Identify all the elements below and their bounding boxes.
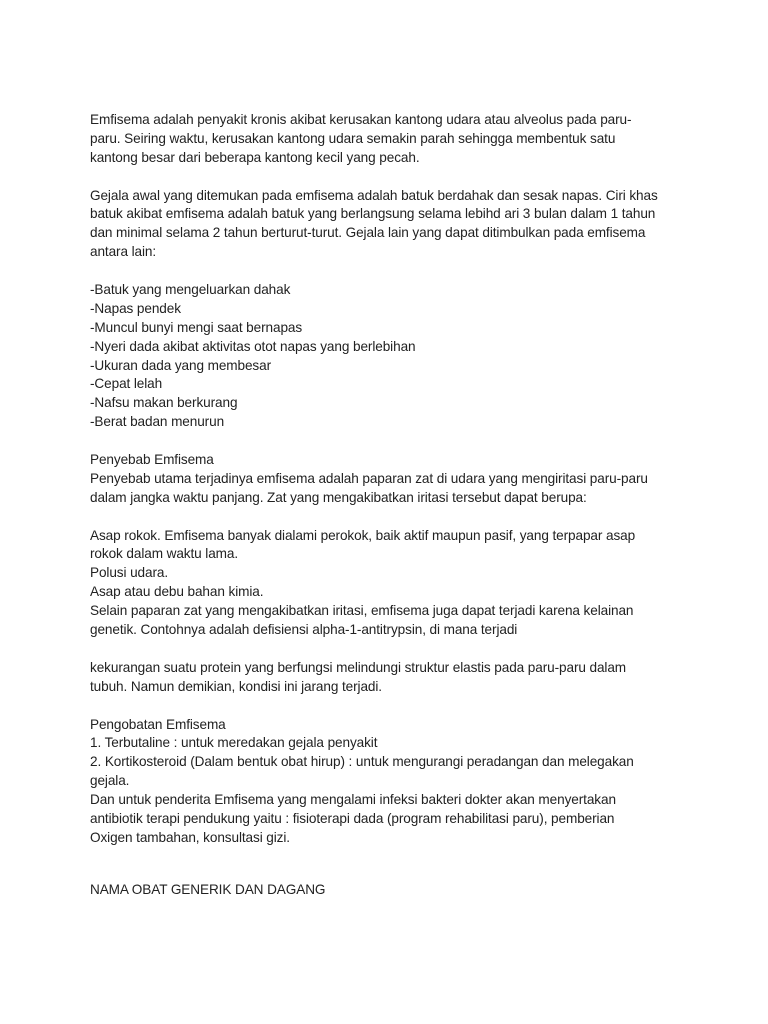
text-line: genetik. Contohnya adalah defisiensi alpha-1-antitrypsin, di mana terjadi: [90, 622, 518, 638]
symptoms-list: [90, 281, 690, 432]
section-heading: Pengobatan Emfisema: [90, 716, 226, 732]
text-line: kekurangan suatu protein yang berfungsi melindungi struktur elastis pada paru-paru dalam: [90, 659, 627, 675]
text-line: Polusi udara.: [90, 565, 169, 581]
paragraph-spacer: [90, 508, 690, 527]
text-line: antibiotik terapi pendukung yaitu : fisioterapi dada (program rehabilitasi paru), pemberian: [90, 810, 615, 826]
causes-continued-paragraph: [90, 659, 690, 697]
list-item: -Nafsu makan berkurang: [90, 395, 238, 411]
paragraph-spacer: [90, 848, 690, 881]
paragraph-spacer: [90, 640, 690, 659]
text-line: dalam jangka waktu panjang. Zat yang mengakibatkan iritasi tersebut dapat berupa:: [90, 489, 587, 505]
text-line: 2. Kortikosteroid (Dalam bentuk obat hirup) : untuk mengurangi peradangan dan melegakan: [90, 754, 634, 770]
list-item: -Napas pendek: [90, 300, 181, 316]
text-line: 1. Terbutaline : untuk meredakan gejala penyakit: [90, 735, 378, 751]
paragraph-spacer: [90, 168, 690, 187]
symptoms-intro-paragraph: [90, 187, 690, 263]
list-item: -Berat badan menurun: [90, 414, 225, 430]
text-line: dan minimal selama 2 tahun berturut-turut. Gejala lain yang dapat ditimbulkan pada emfisema: [90, 225, 646, 241]
intro-paragraph: [90, 111, 690, 168]
text-line: Oxigen tambahan, konsultasi gizi.: [90, 829, 290, 845]
text-line: antara lain:: [90, 244, 157, 260]
text-line: Gejala awal yang ditemukan pada emfisema adalah batuk berdahak dan sesak napas. Ciri khas: [90, 187, 658, 203]
text-line: Penyebab utama terjadinya emfisema adalah paparan zat di udara yang mengiritasi paru-paru: [90, 470, 648, 486]
section-heading: Penyebab Emfisema: [90, 452, 214, 468]
text-line: paru. Seiring waktu, kerusakan kantong udara semakin parah sehingga membentuk satu: [90, 130, 616, 146]
text-line: batuk akibat emfisema adalah batuk yang berlangsung selama lebihd ari 3 bulan dalam 1 tahun: [90, 206, 656, 222]
list-item: -Cepat lelah: [90, 376, 163, 392]
text-line: Selain paparan zat yang mengakibatkan iritasi, emfisema juga dapat terjadi karena kelainan: [90, 603, 634, 619]
causes-list: [90, 527, 690, 640]
causes-section: [90, 451, 690, 508]
document-page: [90, 111, 690, 900]
text-line: rokok dalam waktu lama.: [90, 546, 239, 562]
text-line: gejala.: [90, 773, 130, 789]
treatment-section: [90, 716, 690, 848]
drug-names-heading: NAMA OBAT GENERIK DAN DAGANG: [90, 881, 326, 897]
text-line: Emfisema adalah penyakit kronis akibat kerusakan kantong udara atau alveolus pada paru-: [90, 112, 632, 127]
text-line: tubuh. Namun demikian, kondisi ini jarang terjadi.: [90, 678, 382, 694]
list-item: -Ukuran dada yang membesar: [90, 357, 272, 373]
paragraph-spacer: [90, 432, 690, 451]
list-item: -Batuk yang mengeluarkan dahak: [90, 282, 291, 298]
text-line: Asap atau debu bahan kimia.: [90, 584, 264, 600]
list-item: -Muncul bunyi mengi saat bernapas: [90, 319, 303, 335]
text-line: kantong besar dari beberapa kantong kecil yang pecah.: [90, 149, 420, 165]
paragraph-spacer: [90, 262, 690, 281]
paragraph-spacer: [90, 697, 690, 716]
list-item: -Nyeri dada akibat aktivitas otot napas yang berlebihan: [90, 338, 416, 354]
text-line: Asap rokok. Emfisema banyak dialami perokok, baik aktif maupun pasif, yang terpapar asap: [90, 527, 636, 543]
text-line: Dan untuk penderita Emfisema yang mengalami infeksi bakteri dokter akan menyertakan: [90, 792, 616, 808]
